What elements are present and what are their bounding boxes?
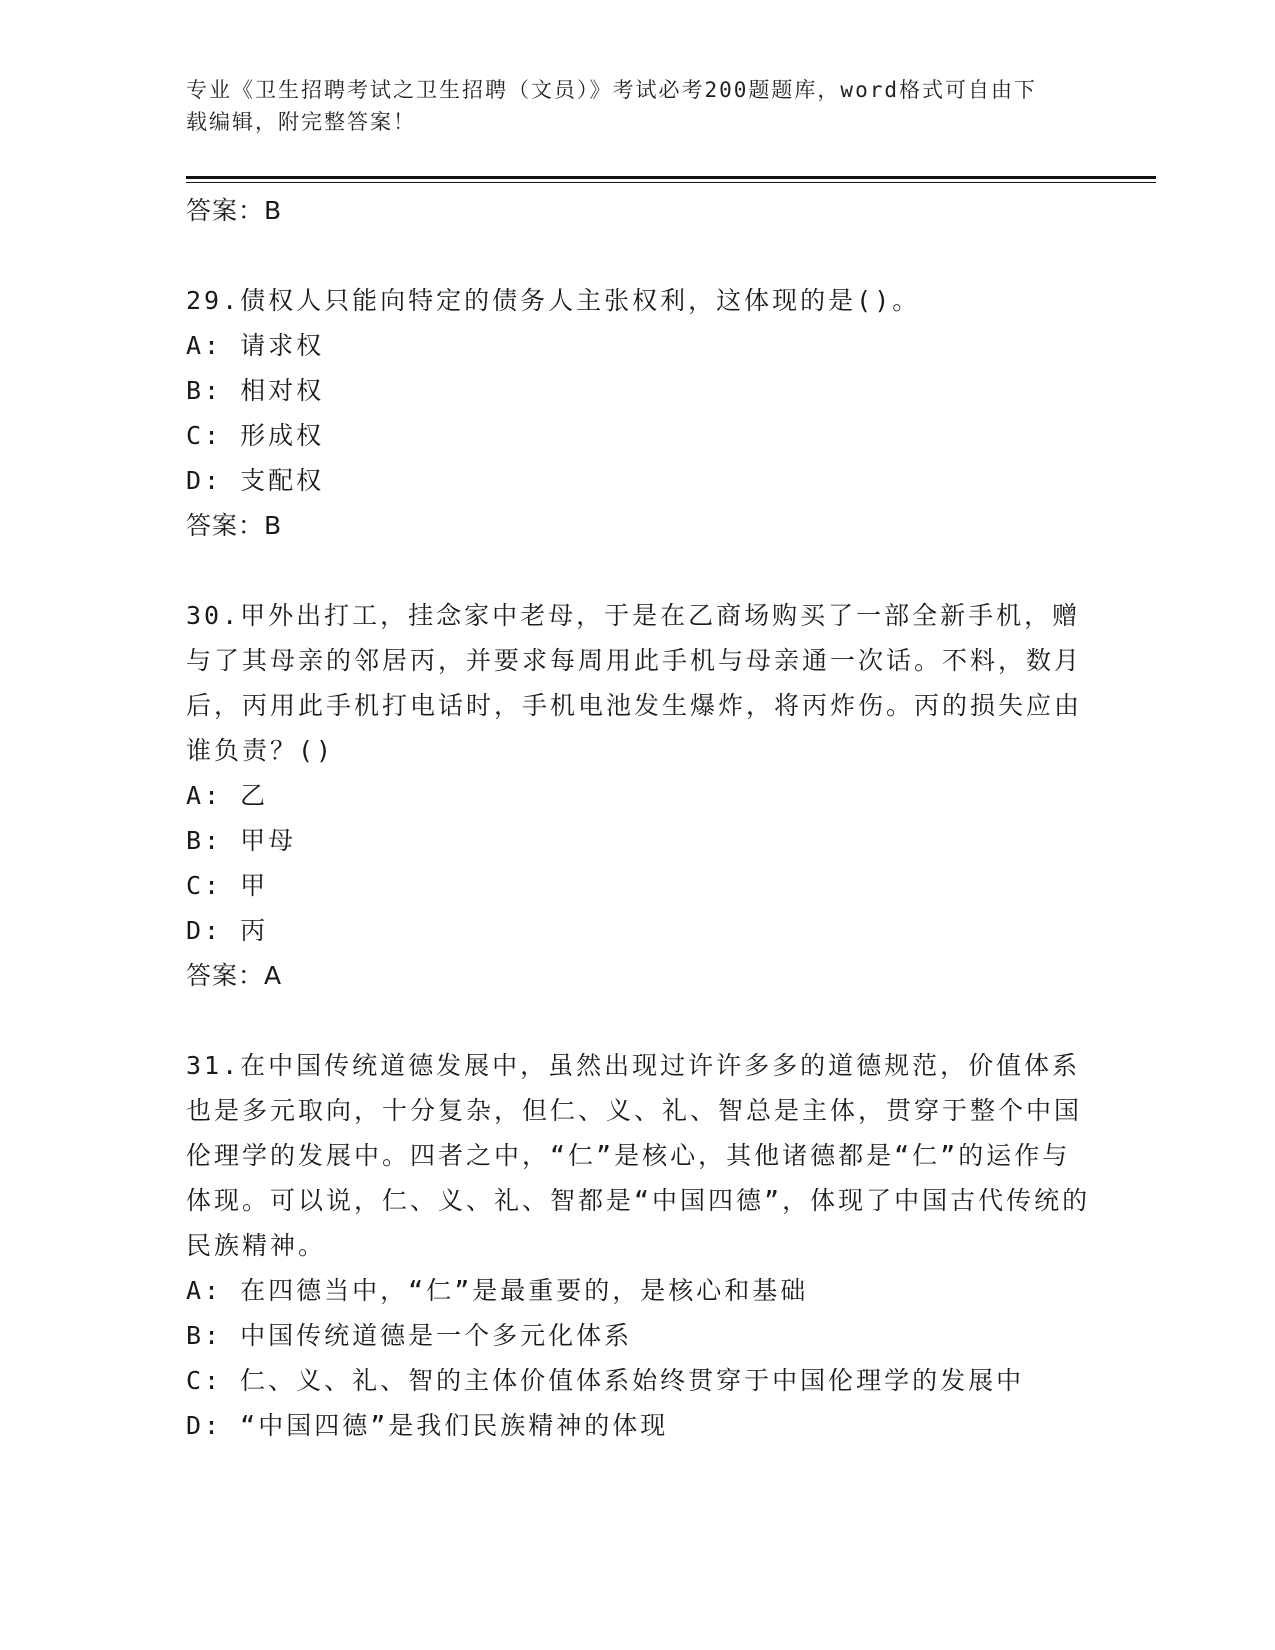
answer: 答案：A xyxy=(186,961,283,990)
header-rule-thin xyxy=(186,182,1156,183)
option-text: 甲母 xyxy=(240,826,297,855)
option-letter: D: xyxy=(186,1411,223,1440)
header-text: 专业《卫生招聘考试之卫生招聘（文员）》考试必考200题题库，word格式可自由下载编辑，附完整答案！ xyxy=(186,78,1037,134)
option-letter: C: xyxy=(186,1366,223,1395)
option-d xyxy=(186,458,1096,503)
question-text: 31.在中国传统道德发展中，虽然出现过许许多多的道德规范，价值体系也是多元取向，十分复杂，但仁、义、礼、智总是主体，贯穿于整个中国伦理学的发展中。四者之中，“仁”是核心，其他诸德都是“仁”的运作与体现。可以说，仁、义、礼、智都是“中国四德”，体现了中国古代传统的民族精神。 xyxy=(186,1051,1091,1260)
option-d xyxy=(186,908,1096,953)
option-text: 乙 xyxy=(240,781,269,810)
option-text: 支配权 xyxy=(240,466,325,495)
option-c xyxy=(186,1358,1096,1403)
spacer xyxy=(186,233,1096,278)
option-text: 形成权 xyxy=(240,421,325,450)
question-text: 30.甲外出打工，挂念家中老母，于是在乙商场购买了一部全新手机，赠与了其母亲的邻居丙，并要求每周用此手机与母亲通一次话。不料，数月后，丙用此手机打电话时，手机电池发生爆炸，将丙炸伤。丙的损失应由谁负责？() xyxy=(186,601,1083,765)
option-letter: B: xyxy=(186,1321,223,1350)
option-letter: A: xyxy=(186,331,223,360)
option-b xyxy=(186,818,1096,863)
option-letter: B: xyxy=(186,826,223,855)
option-text: 请求权 xyxy=(240,331,325,360)
option-text: 相对权 xyxy=(240,376,325,405)
option-letter: D: xyxy=(186,466,223,495)
option-text: 在四德当中，“仁”是最重要的，是核心和基础 xyxy=(240,1276,809,1305)
option-b xyxy=(186,1313,1096,1358)
option-a xyxy=(186,773,1096,818)
option-text: 中国传统道德是一个多元化体系 xyxy=(240,1321,633,1350)
question-list xyxy=(186,188,1096,1448)
answer-prev: 答案：B xyxy=(186,196,283,225)
question-text: 29.债权人只能向特定的债务人主张权利，这体现的是()。 xyxy=(186,286,921,315)
question-31 xyxy=(186,1043,1096,1448)
answer: 答案：B xyxy=(186,511,283,540)
header-rule-thick xyxy=(186,176,1156,179)
option-a xyxy=(186,323,1096,368)
option-text: “中国四德”是我们民族精神的体现 xyxy=(240,1411,669,1440)
option-letter: D: xyxy=(186,916,223,945)
question-29 xyxy=(186,278,1096,548)
option-letter: A: xyxy=(186,1276,223,1305)
spacer xyxy=(186,548,1096,593)
option-letter: B: xyxy=(186,376,223,405)
option-c xyxy=(186,863,1096,908)
question-30 xyxy=(186,593,1096,998)
option-a xyxy=(186,1268,1096,1313)
option-text: 仁、义、礼、智的主体价值体系始终贯穿于中国伦理学的发展中 xyxy=(240,1366,1025,1395)
option-text: 丙 xyxy=(240,916,269,945)
spacer xyxy=(186,998,1096,1043)
option-c xyxy=(186,413,1096,458)
option-letter: C: xyxy=(186,421,223,450)
option-letter: C: xyxy=(186,871,223,900)
option-text: 甲 xyxy=(240,871,269,900)
option-d xyxy=(186,1403,1096,1448)
option-letter: A: xyxy=(186,781,223,810)
option-b xyxy=(186,368,1096,413)
page-header xyxy=(186,74,1046,138)
